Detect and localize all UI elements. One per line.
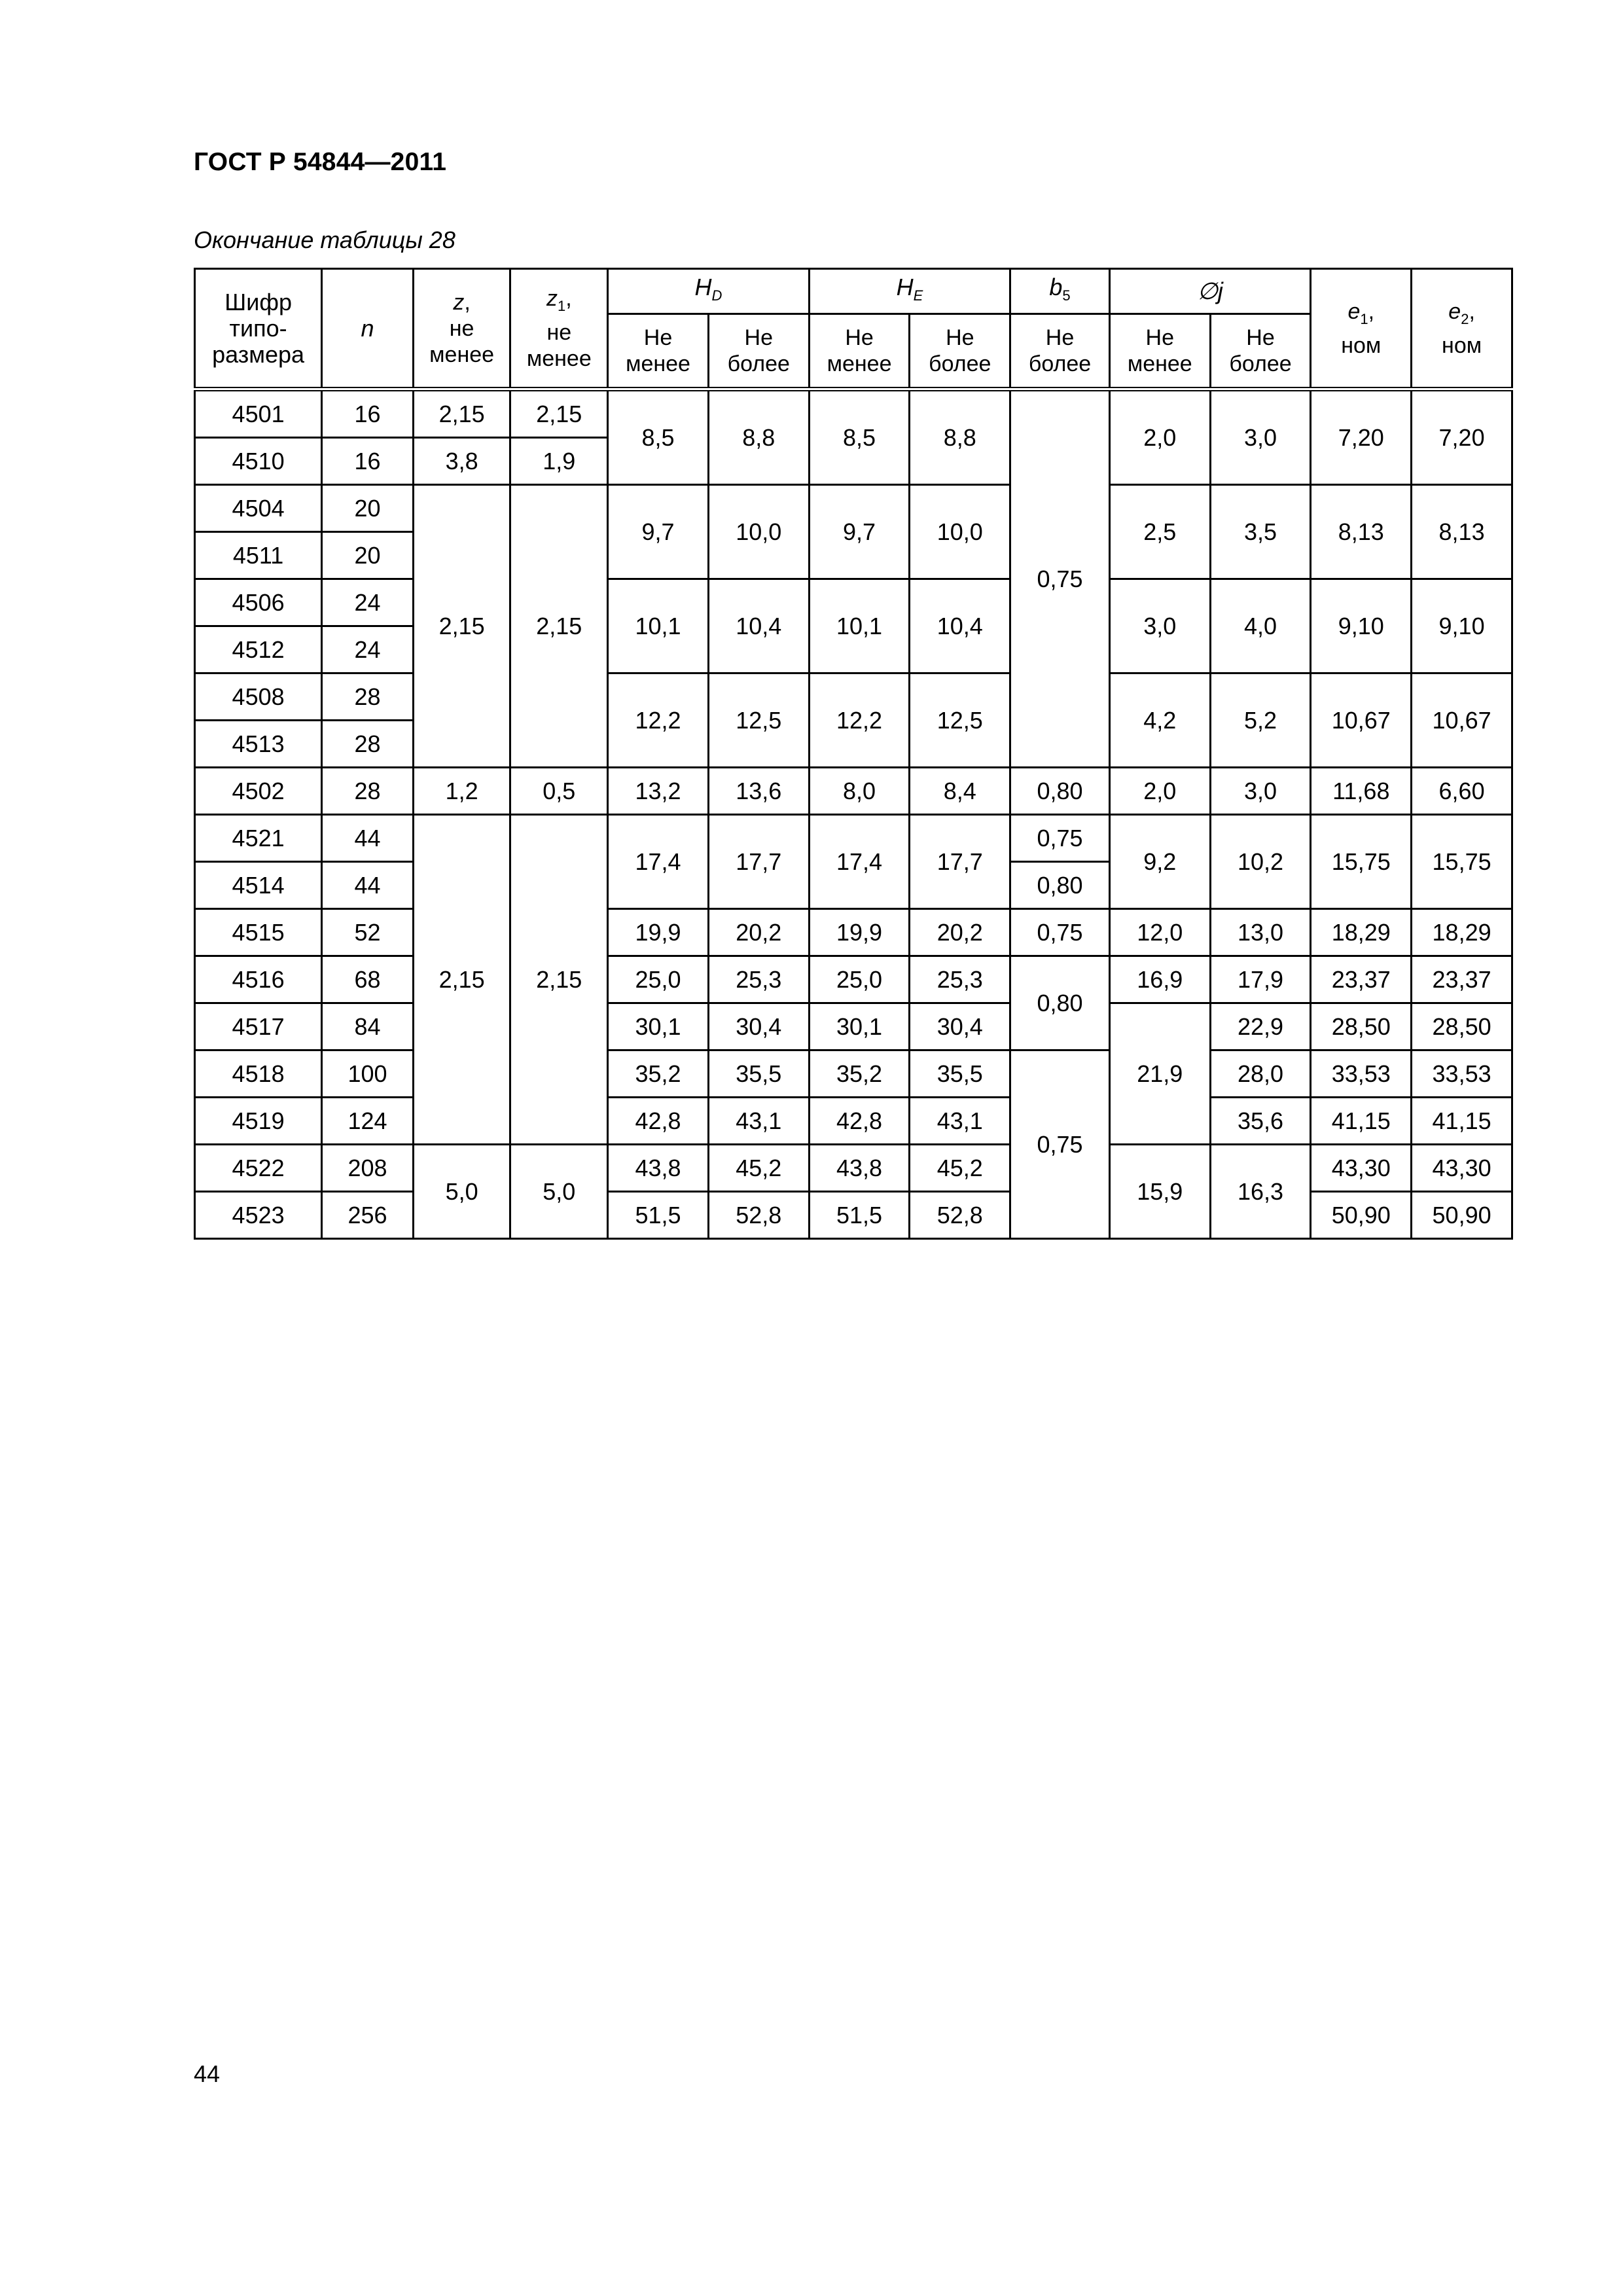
cell-hd-min: 8,5 <box>608 389 709 485</box>
cell-hd-min: 17,4 <box>608 815 709 909</box>
header-code: Шифр типо- размера <box>195 269 322 389</box>
cell-n: 20 <box>322 485 414 532</box>
cell-e2: 23,37 <box>1412 956 1512 1003</box>
cell-hd-min: 30,1 <box>608 1003 709 1050</box>
cell-code: 4516 <box>195 956 322 1003</box>
cell-he-min: 10,1 <box>809 579 910 673</box>
cell-e1: 33,53 <box>1311 1050 1412 1098</box>
header-hd-max: Не более <box>708 314 809 389</box>
table-row <box>195 579 1512 626</box>
cell-e1: 10,67 <box>1311 673 1412 768</box>
cell-hd-min: 12,2 <box>608 673 709 768</box>
cell-j-max: 16,3 <box>1210 1145 1311 1239</box>
cell-he-max: 17,7 <box>910 815 1010 909</box>
cell-j-min: 2,0 <box>1109 768 1210 815</box>
cell-code: 4522 <box>195 1145 322 1192</box>
cell-hd-max: 35,5 <box>708 1050 809 1098</box>
cell-he-max: 10,0 <box>910 485 1010 579</box>
cell-hd-max: 10,0 <box>708 485 809 579</box>
cell-j-min: 2,0 <box>1109 389 1210 485</box>
cell-he-min: 17,4 <box>809 815 910 909</box>
header-e1: $e_1$, ном <box>1311 269 1412 389</box>
table-row <box>195 909 1512 956</box>
cell-e2: 41,15 <box>1412 1098 1512 1145</box>
cell-e2: 10,67 <box>1412 673 1512 768</box>
cell-code: 4508 <box>195 673 322 721</box>
table-row <box>195 1003 1512 1050</box>
header-e2: $e_2$, ном <box>1412 269 1512 389</box>
cell-hd-max: 52,8 <box>708 1192 809 1239</box>
cell-code: 4512 <box>195 626 322 673</box>
cell-z: 5,0 <box>413 1145 510 1239</box>
cell-j-min: 4,2 <box>1109 673 1210 768</box>
cell-z1: 2,15 <box>510 389 608 438</box>
cell-hd-min: 13,2 <box>608 768 709 815</box>
cell-code: 4523 <box>195 1192 322 1239</box>
cell-code: 4501 <box>195 389 322 438</box>
cell-he-min: 12,2 <box>809 673 910 768</box>
cell-j-max: 17,9 <box>1210 956 1311 1003</box>
cell-j-min: 21,9 <box>1109 1003 1210 1145</box>
table-caption: Окончание таблицы 28 <box>194 226 455 253</box>
cell-hd-max: 45,2 <box>708 1145 809 1192</box>
cell-j-max: 3,5 <box>1210 485 1311 579</box>
cell-code: 4506 <box>195 579 322 626</box>
cell-hd-max: 30,4 <box>708 1003 809 1050</box>
cell-j-max: 35,6 <box>1210 1098 1311 1145</box>
header-j-min: Не менее <box>1109 314 1210 389</box>
header-j-max: Не более <box>1210 314 1311 389</box>
cell-b5: 0,75 <box>1010 909 1110 956</box>
cell-hd-min: 51,5 <box>608 1192 709 1239</box>
cell-hd-min: 43,8 <box>608 1145 709 1192</box>
cell-e1: 18,29 <box>1311 909 1412 956</box>
cell-code: 4514 <box>195 862 322 909</box>
cell-code: 4519 <box>195 1098 322 1145</box>
cell-z: 3,8 <box>413 438 510 485</box>
table-row <box>195 956 1512 1003</box>
table-row <box>195 673 1512 721</box>
cell-he-max: 10,4 <box>910 579 1010 673</box>
cell-e1: 43,30 <box>1311 1145 1412 1192</box>
cell-hd-max: 13,6 <box>708 768 809 815</box>
cell-j-min: 9,2 <box>1109 815 1210 909</box>
cell-he-min: 51,5 <box>809 1192 910 1239</box>
table-row <box>195 768 1512 815</box>
header-n: n <box>322 269 414 389</box>
cell-he-min: 35,2 <box>809 1050 910 1098</box>
cell-z1: 5,0 <box>510 1145 608 1239</box>
cell-hd-max: 10,4 <box>708 579 809 673</box>
cell-e2: 50,90 <box>1412 1192 1512 1239</box>
header-he-max: Не более <box>910 314 1010 389</box>
cell-e1: 9,10 <box>1311 579 1412 673</box>
cell-e2: 33,53 <box>1412 1050 1512 1098</box>
cell-n: 256 <box>322 1192 414 1239</box>
cell-b5: 0,80 <box>1010 768 1110 815</box>
cell-code: 4510 <box>195 438 322 485</box>
cell-he-min: 8,5 <box>809 389 910 485</box>
cell-he-max: 52,8 <box>910 1192 1010 1239</box>
header-hd: $H_D$ <box>608 269 810 314</box>
cell-hd-max: 8,8 <box>708 389 809 485</box>
cell-e1: 23,37 <box>1311 956 1412 1003</box>
cell-n: 100 <box>322 1050 414 1098</box>
cell-e1: 7,20 <box>1311 389 1412 485</box>
cell-b5: 0,80 <box>1010 956 1110 1050</box>
cell-code: 4511 <box>195 532 322 579</box>
table-row <box>195 485 1512 532</box>
cell-hd-max: 20,2 <box>708 909 809 956</box>
cell-j-max: 3,0 <box>1210 389 1311 485</box>
table-row <box>195 1050 1512 1098</box>
cell-n: 44 <box>322 862 414 909</box>
cell-n: 28 <box>322 721 414 768</box>
cell-he-max: 20,2 <box>910 909 1010 956</box>
cell-n: 24 <box>322 579 414 626</box>
cell-he-max: 25,3 <box>910 956 1010 1003</box>
cell-hd-min: 42,8 <box>608 1098 709 1145</box>
cell-e1: 15,75 <box>1311 815 1412 909</box>
header-z: z, не менее <box>413 269 510 389</box>
cell-z1: 1,9 <box>510 438 608 485</box>
table-header <box>195 269 1512 389</box>
cell-z1: 2,15 <box>510 815 608 1145</box>
cell-n: 20 <box>322 532 414 579</box>
page-number: 44 <box>194 2060 221 2087</box>
cell-code: 4502 <box>195 768 322 815</box>
header-z1: $z_1$, не менее <box>510 269 608 389</box>
cell-code: 4504 <box>195 485 322 532</box>
cell-he-max: 45,2 <box>910 1145 1010 1192</box>
cell-he-max: 8,4 <box>910 768 1010 815</box>
cell-e2: 43,30 <box>1412 1145 1512 1192</box>
header-phi-j: ∅j <box>1109 269 1311 314</box>
cell-n: 24 <box>322 626 414 673</box>
cell-e2: 6,60 <box>1412 768 1512 815</box>
cell-code: 4513 <box>195 721 322 768</box>
cell-e1: 11,68 <box>1311 768 1412 815</box>
header-b5-max: Не более <box>1010 314 1110 389</box>
table-row <box>195 1145 1512 1192</box>
cell-hd-max: 25,3 <box>708 956 809 1003</box>
cell-he-max: 12,5 <box>910 673 1010 768</box>
header-he-min: Не менее <box>809 314 910 389</box>
cell-e1: 8,13 <box>1311 485 1412 579</box>
cell-z: 2,15 <box>413 485 510 768</box>
table-row <box>195 1192 1512 1239</box>
cell-n: 28 <box>322 673 414 721</box>
cell-he-max: 43,1 <box>910 1098 1010 1145</box>
cell-b5: 0,75 <box>1010 815 1110 862</box>
cell-hd-min: 19,9 <box>608 909 709 956</box>
cell-z: 2,15 <box>413 815 510 1145</box>
cell-n: 84 <box>322 1003 414 1050</box>
cell-n: 68 <box>322 956 414 1003</box>
cell-j-max: 3,0 <box>1210 768 1311 815</box>
table-row <box>195 389 1512 438</box>
cell-he-max: 30,4 <box>910 1003 1010 1050</box>
table-row <box>195 815 1512 862</box>
header-hd-min: Не менее <box>608 314 709 389</box>
cell-n: 16 <box>322 438 414 485</box>
cell-j-max: 4,0 <box>1210 579 1311 673</box>
cell-hd-max: 17,7 <box>708 815 809 909</box>
cell-j-max: 22,9 <box>1210 1003 1311 1050</box>
cell-e1: 28,50 <box>1311 1003 1412 1050</box>
cell-j-min: 3,0 <box>1109 579 1210 673</box>
cell-j-max: 10,2 <box>1210 815 1311 909</box>
cell-n: 124 <box>322 1098 414 1145</box>
cell-e2: 18,29 <box>1412 909 1512 956</box>
header-he: $H_E$ <box>809 269 1010 314</box>
cell-b5: 0,80 <box>1010 862 1110 909</box>
cell-j-max: 28,0 <box>1210 1050 1311 1098</box>
cell-j-min: 2,5 <box>1109 485 1210 579</box>
cell-n: 16 <box>322 389 414 438</box>
cell-z: 1,2 <box>413 768 510 815</box>
table-body <box>195 389 1512 1239</box>
cell-code: 4517 <box>195 1003 322 1050</box>
cell-he-min: 30,1 <box>809 1003 910 1050</box>
cell-b5: 0,75 <box>1010 389 1110 768</box>
cell-hd-min: 9,7 <box>608 485 709 579</box>
cell-j-max: 13,0 <box>1210 909 1311 956</box>
dimensions-table <box>194 268 1513 1240</box>
cell-b5: 0,75 <box>1010 1050 1110 1239</box>
cell-n: 208 <box>322 1145 414 1192</box>
cell-n: 28 <box>322 768 414 815</box>
cell-e2: 28,50 <box>1412 1003 1512 1050</box>
cell-code: 4515 <box>195 909 322 956</box>
cell-hd-max: 12,5 <box>708 673 809 768</box>
cell-j-min: 12,0 <box>1109 909 1210 956</box>
cell-e1: 41,15 <box>1311 1098 1412 1145</box>
cell-z1: 0,5 <box>510 768 608 815</box>
cell-he-min: 9,7 <box>809 485 910 579</box>
cell-he-max: 8,8 <box>910 389 1010 485</box>
cell-he-min: 43,8 <box>809 1145 910 1192</box>
cell-j-min: 16,9 <box>1109 956 1210 1003</box>
cell-he-min: 25,0 <box>809 956 910 1003</box>
cell-n: 52 <box>322 909 414 956</box>
cell-hd-min: 25,0 <box>608 956 709 1003</box>
cell-n: 44 <box>322 815 414 862</box>
cell-hd-max: 43,1 <box>708 1098 809 1145</box>
cell-code: 4521 <box>195 815 322 862</box>
cell-he-min: 19,9 <box>809 909 910 956</box>
cell-e2: 15,75 <box>1412 815 1512 909</box>
cell-e2: 9,10 <box>1412 579 1512 673</box>
cell-he-min: 8,0 <box>809 768 910 815</box>
cell-e2: 8,13 <box>1412 485 1512 579</box>
cell-j-max: 5,2 <box>1210 673 1311 768</box>
table-row <box>195 1098 1512 1145</box>
cell-he-max: 35,5 <box>910 1050 1010 1098</box>
cell-he-min: 42,8 <box>809 1098 910 1145</box>
header-b5: $b_5$ <box>1010 269 1110 314</box>
cell-hd-min: 10,1 <box>608 579 709 673</box>
cell-code: 4518 <box>195 1050 322 1098</box>
cell-z1: 2,15 <box>510 485 608 768</box>
cell-e2: 7,20 <box>1412 389 1512 485</box>
cell-hd-min: 35,2 <box>608 1050 709 1098</box>
cell-e1: 50,90 <box>1311 1192 1412 1239</box>
document-code-header: ГОСТ Р 54844—2011 <box>194 148 447 176</box>
cell-j-min: 15,9 <box>1109 1145 1210 1239</box>
cell-z: 2,15 <box>413 389 510 438</box>
